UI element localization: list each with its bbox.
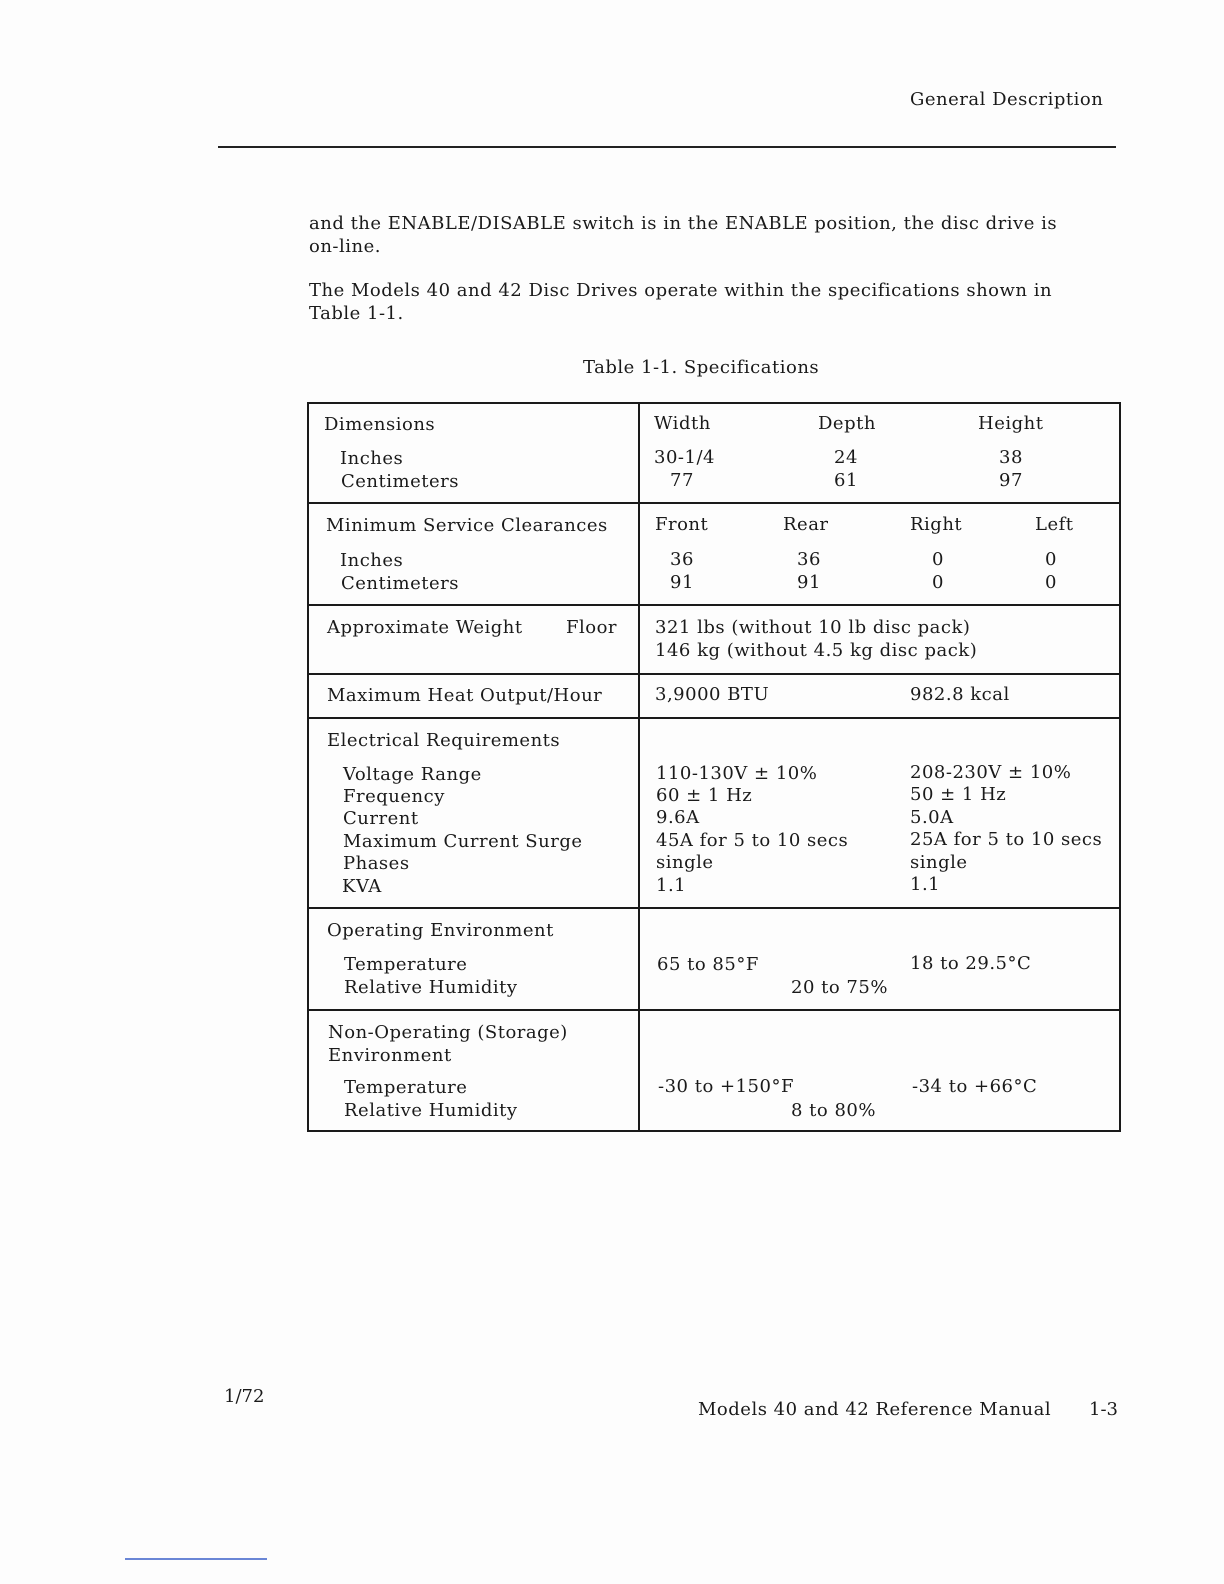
frequency-label: Frequency bbox=[343, 786, 445, 807]
row-divider bbox=[309, 673, 1119, 675]
weight-title: Approximate Weight bbox=[327, 617, 523, 638]
current-label: Current bbox=[343, 808, 419, 829]
intro-paragraph bbox=[309, 212, 1109, 258]
weight-kg-value: 146 kg (without 4.5 kg disc pack) bbox=[655, 640, 978, 661]
right-cm-value: 0 bbox=[932, 572, 944, 593]
voltage-range-50hz: 208-230V ± 10% bbox=[910, 762, 1072, 783]
storage-humidity-label: Relative Humidity bbox=[344, 1100, 518, 1121]
footer-manual-title: Models 40 and 42 Reference Manual bbox=[698, 1399, 1052, 1420]
storage-temp-c: -34 to +66°C bbox=[912, 1076, 1038, 1097]
heat-btu-value: 3,9000 BTU bbox=[655, 684, 770, 705]
storage-temp-f: -30 to +150°F bbox=[658, 1076, 794, 1097]
spec-line-2: Table 1-1. bbox=[309, 303, 404, 324]
storage-humidity-value: 8 to 80% bbox=[791, 1100, 876, 1121]
phases-label: Phases bbox=[343, 853, 410, 874]
kva-50hz: 1.1 bbox=[910, 874, 941, 895]
current-50hz: 5.0A bbox=[910, 807, 954, 828]
height-cm-value: 97 bbox=[999, 470, 1023, 491]
spec-paragraph bbox=[309, 279, 1109, 325]
intro-line-2: on-line. bbox=[309, 236, 381, 257]
clearances-title: Minimum Service Clearances bbox=[326, 515, 608, 536]
rear-cm-value: 91 bbox=[797, 572, 821, 593]
depth-cm-value: 61 bbox=[834, 470, 858, 491]
dimensions-title: Dimensions bbox=[324, 414, 436, 435]
row-divider bbox=[309, 907, 1119, 909]
heat-title: Maximum Heat Output/Hour bbox=[327, 685, 603, 706]
phases-60hz: single bbox=[656, 852, 714, 873]
dimensions-height-header: Height bbox=[978, 413, 1044, 434]
row-divider bbox=[309, 604, 1119, 606]
dimensions-cm-label: Centimeters bbox=[341, 471, 459, 492]
intro-line-1: and the ENABLE/DISABLE switch is in the ENABLE position, the disc drive is bbox=[309, 213, 1058, 234]
kva-label: KVA bbox=[342, 876, 382, 897]
frequency-60hz: 60 ± 1 Hz bbox=[656, 785, 753, 806]
left-inches-value: 0 bbox=[1045, 549, 1057, 570]
dimensions-width-header: Width bbox=[654, 413, 711, 434]
front-cm-value: 91 bbox=[670, 572, 694, 593]
column-divider bbox=[638, 404, 640, 1130]
width-cm-value: 77 bbox=[670, 470, 694, 491]
operating-temp-c: 18 to 29.5°C bbox=[910, 953, 1032, 974]
spec-line-1: The Models 40 and 42 Disc Drives operate within the specifications shown in bbox=[309, 280, 1053, 301]
row-divider bbox=[309, 717, 1119, 719]
front-inches-value: 36 bbox=[670, 549, 694, 570]
row-divider bbox=[309, 1009, 1119, 1011]
table-caption: Table 1-1. Specifications bbox=[583, 357, 820, 378]
clearance-right-header: Right bbox=[910, 514, 963, 535]
rear-inches-value: 36 bbox=[797, 549, 821, 570]
operating-humidity-label: Relative Humidity bbox=[344, 977, 518, 998]
dimensions-inches-label: Inches bbox=[340, 448, 404, 469]
storage-temp-label: Temperature bbox=[344, 1077, 468, 1098]
voltage-range-60hz: 110-130V ± 10% bbox=[656, 763, 818, 784]
depth-inches-value: 24 bbox=[834, 447, 858, 468]
row-divider bbox=[309, 502, 1119, 504]
operating-env-title: Operating Environment bbox=[327, 920, 554, 941]
kva-60hz: 1.1 bbox=[656, 875, 687, 896]
operating-temp-label: Temperature bbox=[344, 954, 468, 975]
width-inches-value: 30-1/4 bbox=[654, 447, 715, 468]
storage-env-title-line2: Environment bbox=[328, 1045, 452, 1066]
header-rule bbox=[218, 146, 1116, 148]
left-cm-value: 0 bbox=[1045, 572, 1057, 593]
operating-temp-f: 65 to 85°F bbox=[657, 954, 759, 975]
current-surge-50hz: 25A for 5 to 10 secs bbox=[910, 829, 1103, 850]
phases-50hz: single bbox=[910, 852, 968, 873]
current-surge-60hz: 45A for 5 to 10 secs bbox=[656, 830, 849, 851]
dimensions-depth-header: Depth bbox=[818, 413, 876, 434]
weight-lbs-value: 321 lbs (without 10 lb disc pack) bbox=[655, 617, 971, 638]
weight-floor-label: Floor bbox=[566, 617, 618, 638]
height-inches-value: 38 bbox=[999, 447, 1023, 468]
heat-kcal-value: 982.8 kcal bbox=[910, 684, 1010, 705]
current-60hz: 9.6A bbox=[656, 807, 700, 828]
clearance-rear-header: Rear bbox=[783, 514, 829, 535]
clearance-left-header: Left bbox=[1035, 514, 1074, 535]
clearances-inches-label: Inches bbox=[340, 550, 404, 571]
frequency-50hz: 50 ± 1 Hz bbox=[910, 784, 1007, 805]
electrical-title: Electrical Requirements bbox=[327, 730, 561, 751]
specifications-table bbox=[307, 402, 1121, 1132]
storage-env-title-line1: Non-Operating (Storage) bbox=[328, 1022, 568, 1043]
voltage-range-label: Voltage Range bbox=[343, 764, 482, 785]
footer-page-number: 1-3 bbox=[1089, 1399, 1118, 1420]
current-surge-label: Maximum Current Surge bbox=[343, 831, 583, 852]
running-header: General Description bbox=[910, 89, 1104, 110]
clearance-front-header: Front bbox=[655, 514, 709, 535]
scan-artifact-line bbox=[125, 1558, 267, 1560]
clearances-cm-label: Centimeters bbox=[341, 573, 459, 594]
footer-date: 1/72 bbox=[224, 1386, 265, 1407]
operating-humidity-value: 20 to 75% bbox=[791, 977, 888, 998]
right-inches-value: 0 bbox=[932, 549, 944, 570]
